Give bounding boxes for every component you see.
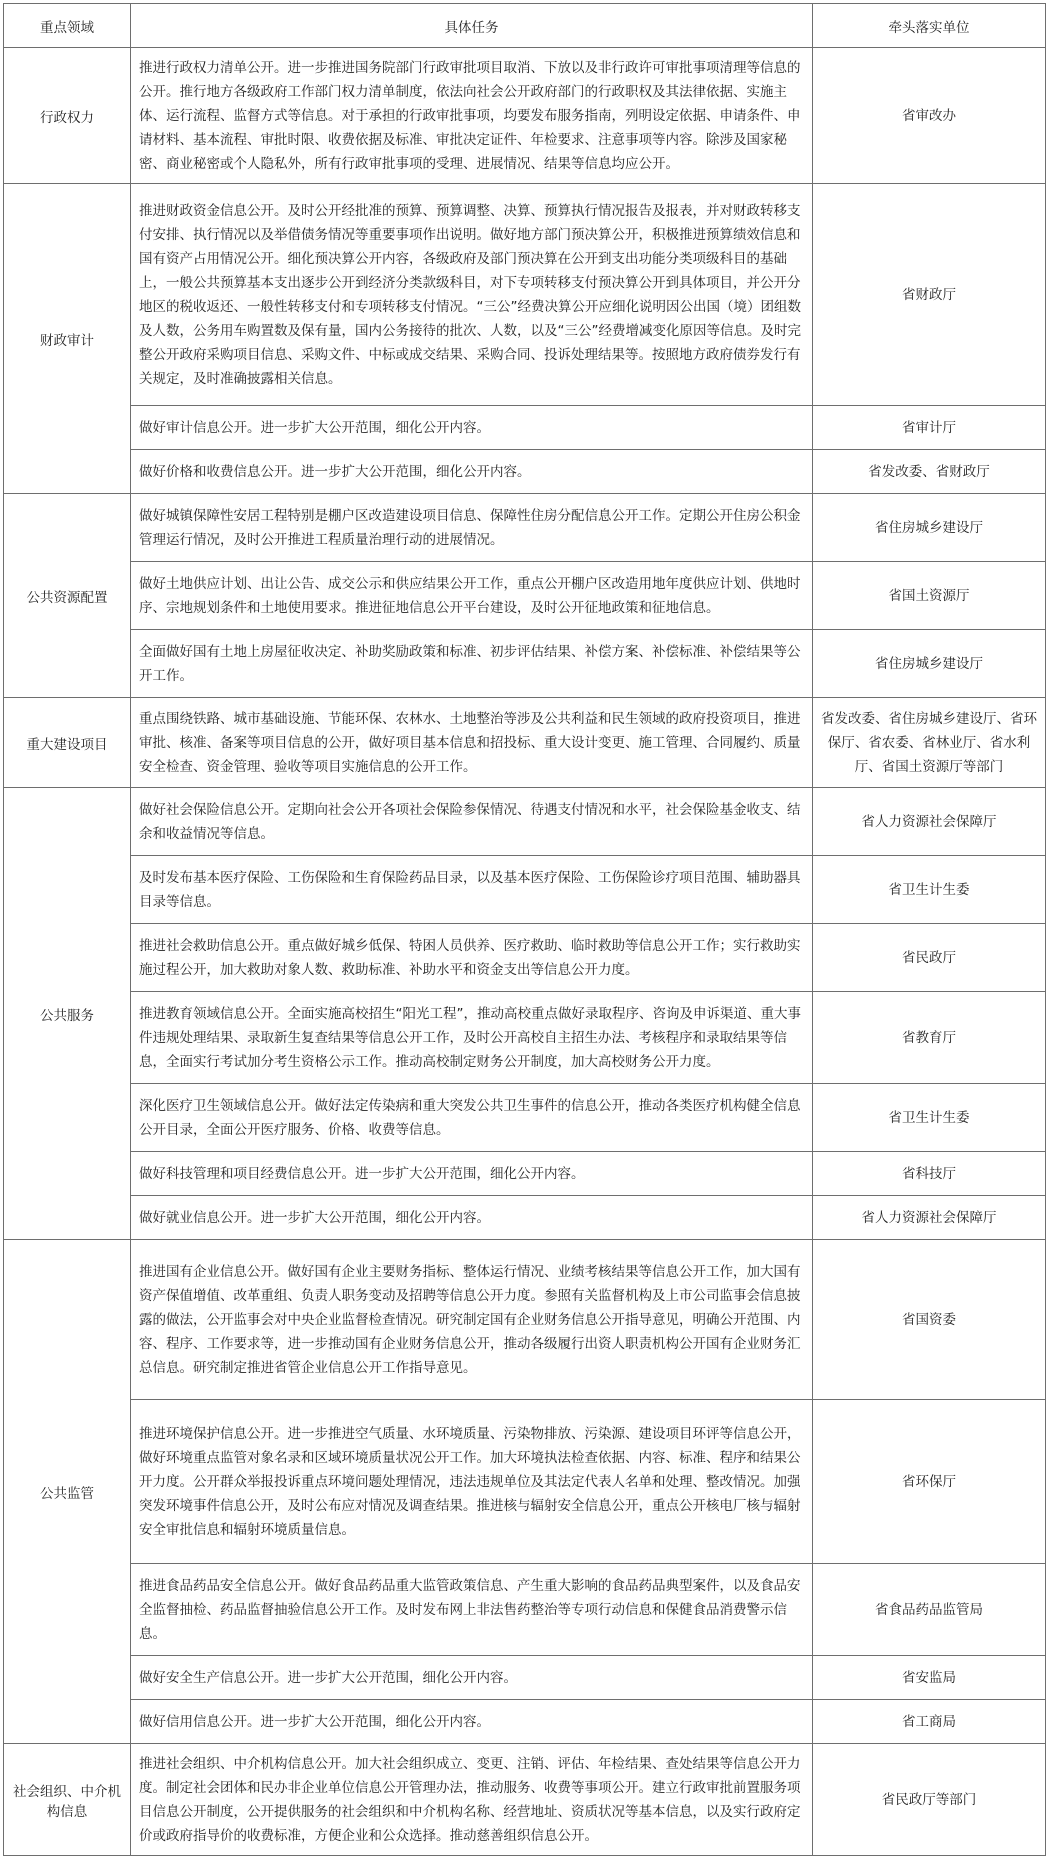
unit-cell: 省住房城乡建设厅 — [813, 630, 1046, 698]
unit-cell: 省发改委、省财政厅 — [813, 450, 1046, 494]
area-cell: 行政权力 — [4, 48, 131, 184]
table-header-row — [4, 4, 1046, 48]
table-row — [4, 1564, 1046, 1656]
table-row — [4, 450, 1046, 494]
task-cell: 做好安全生产信息公开。进一步扩大公开范围，细化公开内容。 — [131, 1656, 813, 1700]
task-cell: 做好社会保险信息公开。定期向社会公开各项社会保险参保情况、待遇支付情况和水平，社会保险基金收支、结余和收益情况等信息。 — [131, 788, 813, 856]
area-cell: 公共监管 — [4, 1240, 131, 1744]
table-row — [4, 1700, 1046, 1744]
table-row — [4, 1400, 1046, 1564]
unit-cell: 省民政厅 — [813, 924, 1046, 992]
unit-cell: 省人力资源社会保障厅 — [813, 1196, 1046, 1240]
header-task: 具体任务 — [131, 4, 813, 48]
table-row — [4, 924, 1046, 992]
task-cell: 做好科技管理和项目经费信息公开。进一步扩大公开范围，细化公开内容。 — [131, 1152, 813, 1196]
task-cell: 推进行政权力清单公开。进一步推进国务院部门行政审批项目取消、下放以及非行政许可审批事项清理等信息的公开。推行地方各级政府工作部门权力清单制度，依法向社会公开政府部门的行政职权及其法律依据、实施主体、运行流程、监督方式等信息。对于承担的行政审批事项，均要发布服务指南，列明设定依据、申请条件、申请材料、基本流程、审批时限、收费依据及标准、审批决定证件、年检要求、注意事项等内容。除涉及国家秘密、商业秘密或个人隐私外，所有行政审批事项的受理、进展情况、结果等信息均应公开。 — [131, 48, 813, 184]
task-cell: 及时发布基本医疗保险、工伤保险和生育保险药品目录，以及基本医疗保险、工伤保险诊疗项目范围、辅助器具目录等信息。 — [131, 856, 813, 924]
unit-cell: 省发改委、省住房城乡建设厅、省环保厅、省农委、省林业厅、省水利厅、省国土资源厅等部门 — [813, 698, 1046, 788]
unit-cell: 省住房城乡建设厅 — [813, 494, 1046, 562]
table-row — [4, 856, 1046, 924]
unit-cell: 省民政厅等部门 — [813, 1744, 1046, 1856]
task-cell: 推进财政资金信息公开。及时公开经批准的预算、预算调整、决算、预算执行情况报告及报表，并对财政转移支付安排、执行情况以及举借债务情况等重要事项作出说明。做好地方部门预决算公开，积极推进预算绩效信息和国有资产占用情况公开。细化预决算公开内容，各级政府及部门预决算在公开到支出功能分类项级科目的基础上，一般公共预算基本支出逐步公开到经济分类款级科目，对下专项转移支付预决算公开到具体项目，并公开分地区的税收返还、一般性转移支付和专项转移支付情况。“三公”经费决算公开应细化说明因公出国（境）团组数及人数，公务用车购置数及保有量，国内公务接待的批次、人数，以及“三公”经费增减变化原因等信息。及时完整公开政府采购项目信息、采购文件、中标或成交结果、采购合同、投诉处理结果等。按照地方政府债券发行有关规定，及时准确披露相关信息。 — [131, 184, 813, 406]
table-row — [4, 698, 1046, 788]
area-cell: 社会组织、中介机构信息 — [4, 1744, 131, 1856]
table-row — [4, 788, 1046, 856]
task-cell: 做好审计信息公开。进一步扩大公开范围，细化公开内容。 — [131, 406, 813, 450]
table-row — [4, 494, 1046, 562]
unit-cell: 省教育厅 — [813, 992, 1046, 1084]
table-row — [4, 1656, 1046, 1700]
table-row — [4, 992, 1046, 1084]
header-area: 重点领域 — [4, 4, 131, 48]
task-cell: 做好就业信息公开。进一步扩大公开范围，细化公开内容。 — [131, 1196, 813, 1240]
area-cell: 公共资源配置 — [4, 494, 131, 698]
unit-cell: 省卫生计生委 — [813, 856, 1046, 924]
unit-cell: 省国资委 — [813, 1240, 1046, 1400]
task-cell: 推进环境保护信息公开。进一步推进空气质量、水环境质量、污染物排放、污染源、建设项目环评等信息公开，做好环境重点监管对象名录和区域环境质量状况公开工作。加大环境执法检查依据、内容、标准、程序和结果公开力度。公开群众举报投诉重点环境问题处理情况，违法违规单位及其法定代表人名单和处理、整改情况。加强突发环境事件信息公开，及时公布应对情况及调查结果。推进核与辐射安全信息公开，重点公开核电厂核与辐射安全审批信息和辐射环境质量信息。 — [131, 1400, 813, 1564]
unit-cell: 省工商局 — [813, 1700, 1046, 1744]
table-row — [4, 1152, 1046, 1196]
task-cell: 推进社会组织、中介机构信息公开。加大社会组织成立、变更、注销、评估、年检结果、查处结果等信息公开力度。制定社会团体和民办非企业单位信息公开管理办法，推动服务、收费等事项公开。建立行政审批前置服务项目信息公开制度，公开提供服务的社会组织和中介机构名称、经营地址、资质状况等基本信息，以及实行政府定价或政府指导价的收费标准，方便企业和公众选择。推动慈善组织信息公开。 — [131, 1744, 813, 1856]
task-cell: 推进社会救助信息公开。重点做好城乡低保、特困人员供养、医疗救助、临时救助等信息公开工作；实行救助实施过程公开，加大救助对象人数、救助标准、补助水平和资金支出等信息公开力度。 — [131, 924, 813, 992]
unit-cell: 省食品药品监管局 — [813, 1564, 1046, 1656]
table-row — [4, 1744, 1046, 1856]
task-cell: 推进教育领域信息公开。全面实施高校招生“阳光工程”，推动高校重点做好录取程序、咨询及申诉渠道、重大事件违规处理结果、录取新生复查结果等信息公开工作，及时公开高校自主招生办法、考核程序和录取结果等信息，全面实行考试加分考生资格公示工作。推动高校制定财务公开制度，加大高校财务公开力度。 — [131, 992, 813, 1084]
table-row — [4, 1084, 1046, 1152]
table-row — [4, 184, 1046, 406]
task-cell: 做好土地供应计划、出让公告、成交公示和供应结果公开工作，重点公开棚户区改造用地年度供应计划、供地时序、宗地规划条件和土地使用要求。推进征地信息公开平台建设，及时公开征地政策和征地信息。 — [131, 562, 813, 630]
task-table-wrapper — [3, 3, 1045, 1856]
task-cell: 重点围绕铁路、城市基础设施、节能环保、农林水、土地整治等涉及公共利益和民生领域的政府投资项目，推进审批、核准、备案等项目信息的公开，做好项目基本信息和招投标、重大设计变更、施工管理、合同履约、质量安全检查、资金管理、验收等项目实施信息的公开工作。 — [131, 698, 813, 788]
area-cell: 财政审计 — [4, 184, 131, 494]
area-cell: 公共服务 — [4, 788, 131, 1240]
table-row — [4, 562, 1046, 630]
table-row — [4, 1240, 1046, 1400]
table-row — [4, 1196, 1046, 1240]
unit-cell: 省财政厅 — [813, 184, 1046, 406]
header-unit: 牵头落实单位 — [813, 4, 1046, 48]
task-cell: 全面做好国有土地上房屋征收决定、补助奖励政策和标准、初步评估结果、补偿方案、补偿标准、补偿结果等公开工作。 — [131, 630, 813, 698]
task-cell: 推进国有企业信息公开。做好国有企业主要财务指标、整体运行情况、业绩考核结果等信息公开工作，加大国有资产保值增值、改革重组、负责人职务变动及招聘等信息公开力度。参照有关监督机构及上市公司监事会信息披露的做法，公开监事会对中央企业监督检查情况。研究制定国有企业财务信息公开指导意见，明确公开范围、内容、程序、工作要求等，进一步推动国有企业财务信息公开，推动各级履行出资人职责机构公开国有企业财务汇总信息。研究制定推进省管企业信息公开工作指导意见。 — [131, 1240, 813, 1400]
unit-cell: 省环保厅 — [813, 1400, 1046, 1564]
unit-cell: 省安监局 — [813, 1656, 1046, 1700]
unit-cell: 省科技厅 — [813, 1152, 1046, 1196]
unit-cell: 省审计厅 — [813, 406, 1046, 450]
task-table — [3, 3, 1046, 1856]
table-row — [4, 406, 1046, 450]
area-cell: 重大建设项目 — [4, 698, 131, 788]
task-cell: 做好城镇保障性安居工程特别是棚户区改造建设项目信息、保障性住房分配信息公开工作。定期公开住房公积金管理运行情况，及时公开推进工程质量治理行动的进展情况。 — [131, 494, 813, 562]
unit-cell: 省审改办 — [813, 48, 1046, 184]
unit-cell: 省国土资源厅 — [813, 562, 1046, 630]
task-cell: 推进食品药品安全信息公开。做好食品药品重大监管政策信息、产生重大影响的食品药品典型案件，以及食品安全监督抽检、药品监督抽验信息公开工作。及时发布网上非法售药整治等专项行动信息和保健食品消费警示信息。 — [131, 1564, 813, 1656]
table-row — [4, 630, 1046, 698]
unit-cell: 省卫生计生委 — [813, 1084, 1046, 1152]
task-cell: 深化医疗卫生领域信息公开。做好法定传染病和重大突发公共卫生事件的信息公开，推动各类医疗机构健全信息公开目录，全面公开医疗服务、价格、收费等信息。 — [131, 1084, 813, 1152]
table-row — [4, 48, 1046, 184]
task-cell: 做好价格和收费信息公开。进一步扩大公开范围，细化公开内容。 — [131, 450, 813, 494]
unit-cell: 省人力资源社会保障厅 — [813, 788, 1046, 856]
task-cell: 做好信用信息公开。进一步扩大公开范围，细化公开内容。 — [131, 1700, 813, 1744]
